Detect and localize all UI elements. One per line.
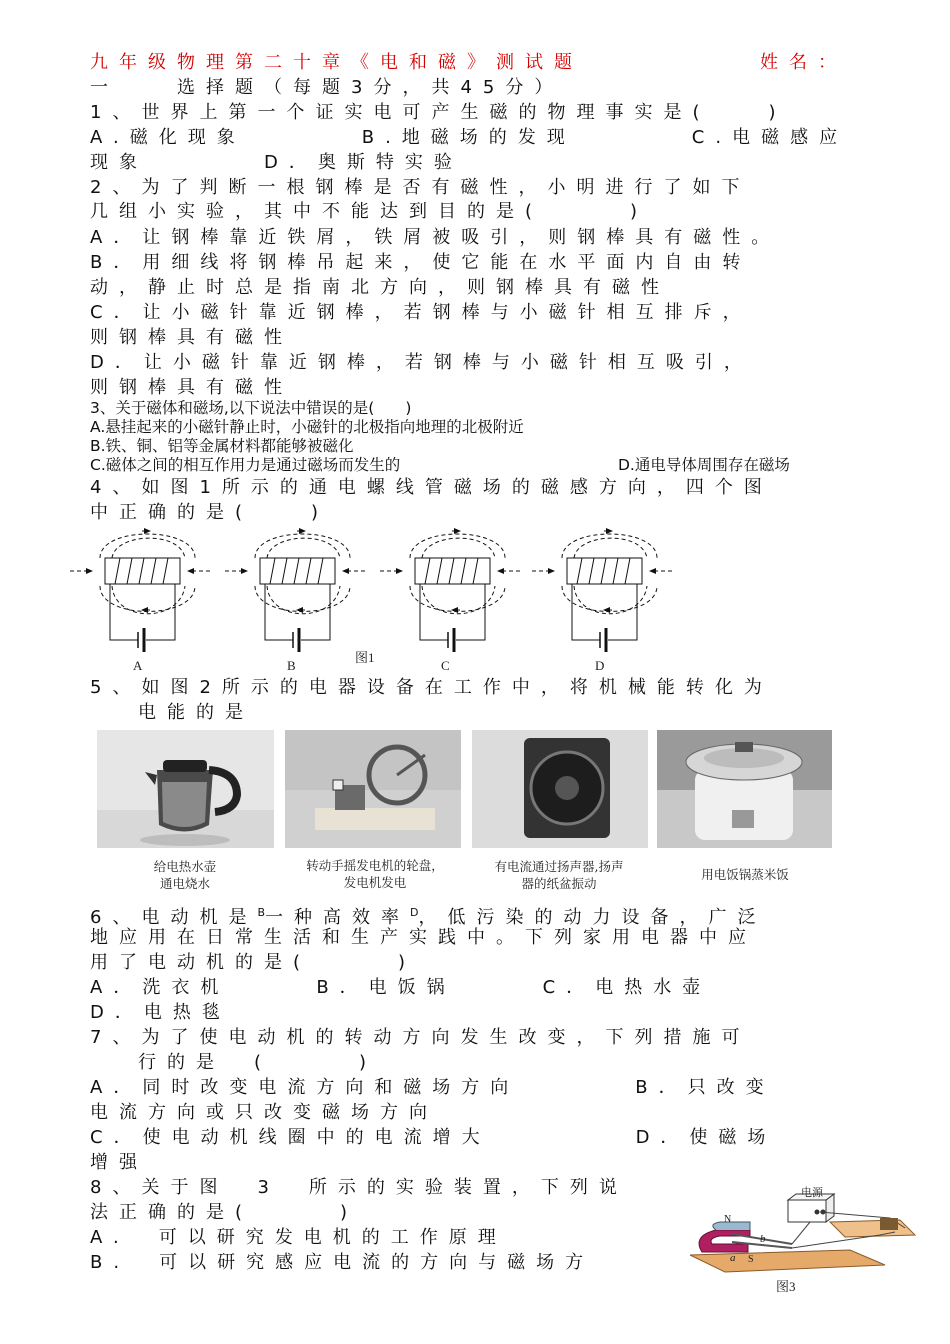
- q8-stem-2: 法正确的是( ): [90, 1202, 359, 1223]
- page-title: 九年级物理第二十章《电和磁》测试题: [90, 52, 583, 73]
- q3-option-d: D.通电导体周围存在磁场: [618, 456, 790, 474]
- q7-options-1: A．同时改变电流方向和磁场方向 B．只改变: [90, 1077, 775, 1098]
- figure-1-solenoids: [60, 528, 700, 678]
- fig3-power-label: 电源: [801, 1187, 823, 1199]
- q3-option-c: C.磁体之间的相互作用力是通过磁场而发生的: [90, 456, 401, 474]
- q7-options-3: C．使电动机线圈中的电流增大 D．使磁场: [90, 1127, 777, 1148]
- caption-kettle: 给电热水壶 通电烧水: [153, 859, 217, 891]
- q4-stem-1: 4、如图1所示的通电螺线管磁场的磁感方向，四个图: [90, 477, 773, 498]
- q2-stem-1: 2、为了判断一根钢棒是否有磁性，小明进行了如下: [90, 177, 751, 198]
- stray-label-b: B: [257, 906, 265, 919]
- q2-option-b2: 动，静止时总是指南北方向，则钢棒具有磁性: [90, 277, 670, 298]
- fig1-label-b: B: [287, 658, 296, 673]
- fig3-s-label: S: [748, 1254, 754, 1265]
- q1-options-2: 现象 D．奥斯特实验: [90, 152, 463, 173]
- q2-option-c2: 则钢棒具有磁性: [90, 327, 293, 348]
- speaker-photo: [472, 730, 648, 848]
- fig3-caption: 图3: [776, 1279, 796, 1294]
- q3-option-a: A.悬挂起来的小磁针静止时，小磁针的北极指向地理的北极附近: [90, 418, 524, 436]
- q6-stem-2: 地应用在日常生活和生产实践中。下列家用电器中应: [90, 927, 757, 948]
- caption-hand-generator: 转动手摇发电机的轮盘， 发电机发电: [306, 858, 444, 890]
- q7-options-2: 电流方向或只改变磁场方向: [90, 1102, 438, 1123]
- q8-option-b: B. 可以研究感应电流的方向与磁场方: [90, 1252, 595, 1273]
- q2-option-a: A．让钢棒靠近铁屑，铁屑被吸引，则钢棒具有磁性。: [90, 227, 781, 248]
- q3-stem: 3、关于磁体和磁场,以下说法中错误的是( ): [90, 399, 412, 417]
- caption-rice-cooker: 用电饭锅蒸米饭: [701, 867, 789, 882]
- q6-stem-3: 用了电动机的是( ): [90, 952, 417, 973]
- caption-speaker: 有电流通过扬声器,扬声 器的纸盆振动: [494, 859, 624, 891]
- q1-options-1: A.磁化现象 B.地磁场的发现 C.电磁感应: [90, 127, 849, 148]
- q2-stem-2: 几组小实验，其中不能达到目的是( ): [90, 201, 649, 222]
- fig1-label-a: A: [133, 658, 143, 673]
- q2-option-d2: 则钢棒具有磁性: [90, 377, 293, 398]
- q5-stem-1: 5、如图2所示的电器设备在工作中，将机械能转化为: [90, 677, 773, 698]
- q6-stem-1: 6、电动机是$^B$一种高效率$^D$，低污染的动力设备，广泛: [90, 906, 767, 928]
- solenoid-diagram-d: [532, 531, 672, 652]
- stray-label-d: D: [410, 906, 419, 919]
- q5-stem-2: 电能的是: [138, 702, 254, 723]
- q1-stem: 1、世界上第一个证实电可产生磁的物理事实是( ): [90, 102, 787, 123]
- hand-generator-photo: [285, 730, 461, 848]
- q6-options-2: D．电热毯: [90, 1002, 231, 1023]
- rice-cooker-photo: [657, 730, 832, 848]
- solenoid-diagram-b: [225, 531, 365, 652]
- q7-stem-2: 行的是 ( ): [138, 1052, 378, 1073]
- q3-option-b: B.铁、铜、铝等金属材料都能够被磁化: [90, 437, 354, 455]
- kettle-photo: [97, 730, 274, 848]
- q2-option-d1: D．让小磁针靠近钢棒，若钢棒与小磁针相互吸引，: [90, 352, 753, 373]
- q8-stem-1: 8、关于图 3 所示的实验装置，下列说: [90, 1177, 628, 1198]
- q6-options-1: A．洗衣机 B．电饭锅 C．电热水壶: [90, 977, 712, 998]
- q2-option-b1: B．用细线将钢棒吊起来，使它能在水平面内自由转: [90, 252, 752, 273]
- section-heading: 一 选择题（每题3分，共45分）: [90, 77, 564, 98]
- solenoid-diagram-c: [380, 531, 520, 652]
- name-label: 姓名：: [760, 52, 847, 73]
- solenoid-diagram-a: [70, 531, 210, 652]
- fig1-label-d: D: [595, 658, 605, 673]
- q7-stem-1: 7、为了使电动机的转动方向发生改变，下列措施可: [90, 1027, 751, 1048]
- fig1-label-c: C: [441, 658, 450, 673]
- fig3-n-label: N: [724, 1214, 732, 1225]
- q8-option-a: A. 可以研究发电机的工作原理: [90, 1227, 507, 1248]
- q7-options-4: 增强: [90, 1152, 148, 1173]
- q4-stem-2: 中正确的是( ): [90, 502, 330, 523]
- q2-option-c1: C．让小磁针靠近钢棒，若钢棒与小磁针相互排斥，: [90, 302, 752, 323]
- fig1-caption: 图1: [355, 650, 375, 665]
- fig3-a-label: a: [730, 1252, 736, 1264]
- fig3-b-label: b: [760, 1233, 766, 1245]
